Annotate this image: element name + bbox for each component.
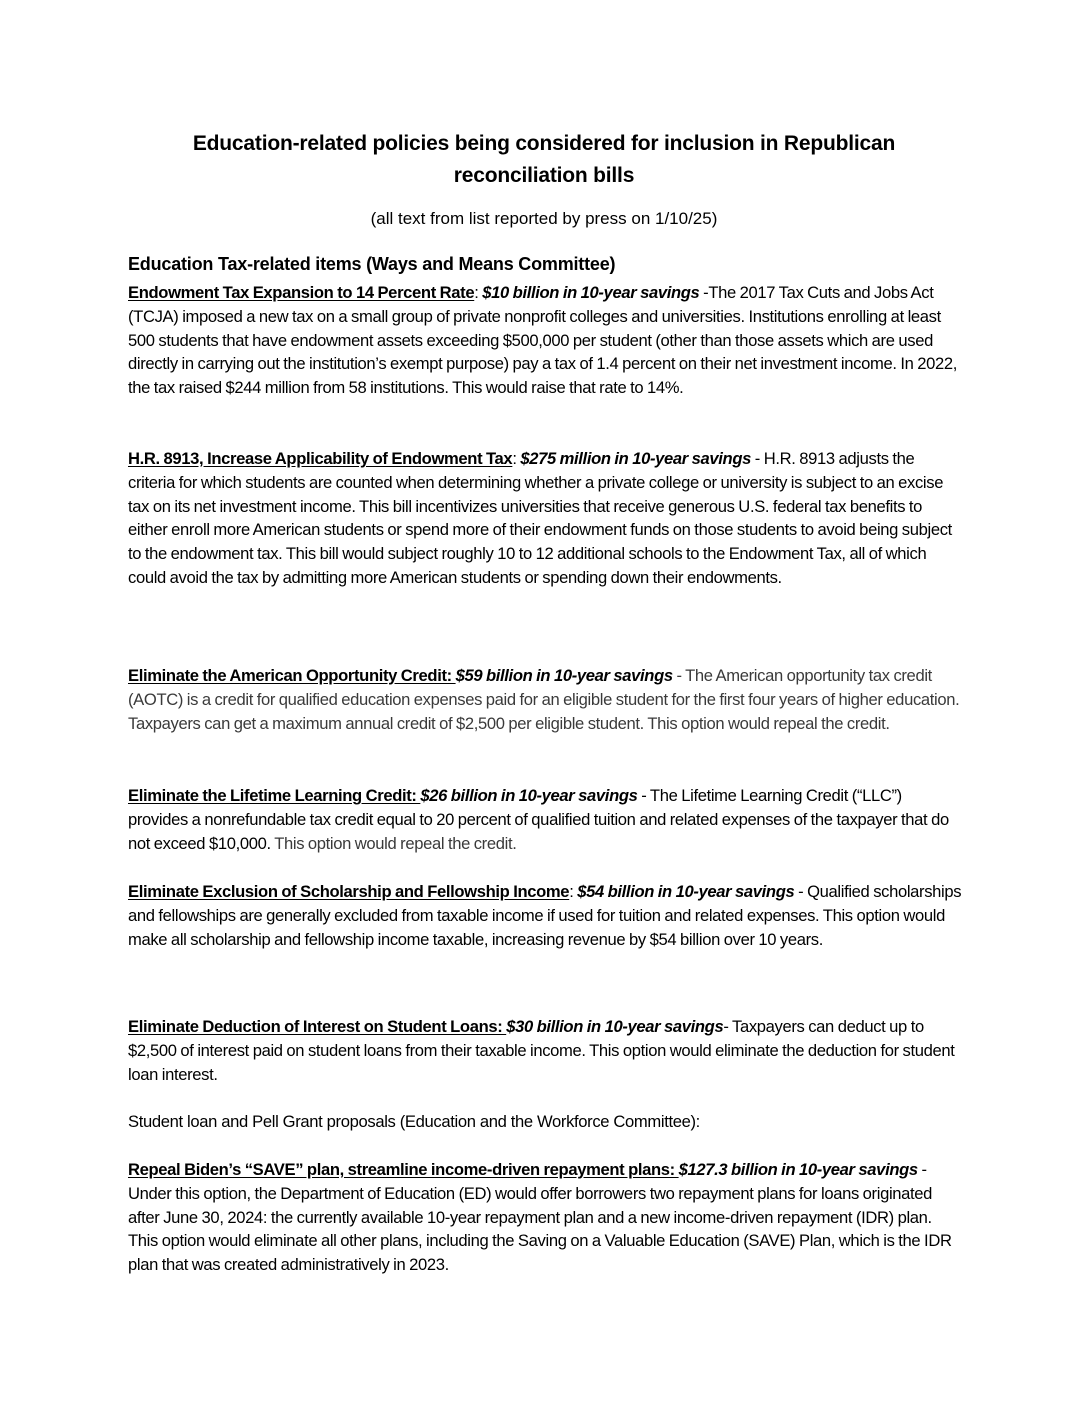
policy-item-american-opportunity-credit [128, 664, 963, 735]
policy-description: - Taxpayers can deduct up to $2,500 of interest paid on student loans from their taxable income. This option would eliminate the deduction for student loan interest. [128, 1017, 955, 1084]
policy-description: - Qualified scholarships and fellowships are generally excluded from taxable income if used for tuition and related expenses. This option would make all scholarship and fellowship income taxable, increasing revenue by $54 billion over 10 years. [128, 882, 962, 949]
policy-item-repeal-save-plan [128, 1158, 963, 1277]
policy-savings: $54 billion in 10-year savings [577, 882, 795, 901]
policy-title: Eliminate the American Opportunity Credit: [128, 666, 456, 685]
section-heading-tax: Education Tax-related items (Ways and Means Committee) [128, 254, 616, 274]
policy-title: Eliminate Deduction of Interest on Student Loans: [128, 1017, 507, 1036]
policy-description: - The Lifetime Learning Credit (“LLC”) provides a nonrefundable tax credit equal to 20 percent of qualified tuition and related expenses of the taxpayer that do not exceed $10,000. [128, 786, 949, 853]
section-heading-student-loan: Student loan and Pell Grant proposals (Education and the Workforce Committee): [128, 1112, 700, 1131]
policy-item-student-loan-interest [128, 1015, 963, 1086]
policy-item-lifetime-learning-credit [128, 784, 963, 855]
policy-description: - H.R. 8913 adjusts the criteria for which students are counted when determining whether a private college or university is subject to an excise tax on its net investment income. This bill incentivizes universities that receive generous U.S. federal tax benefits to either enroll more American students or spend more of their endowment funds on those students to avoid being subject to the endowment tax. This bill would subject roughly 10 to 12 additional schools to the Endowment Tax, all of which could avoid the tax by admitting more American students or spending down their endowments. [128, 449, 952, 587]
policy-savings: $59 billion in 10-year savings [455, 666, 673, 685]
document-title: Education-related policies being considered for inclusion in Republican reconciliation bills [192, 132, 896, 187]
policy-item-scholarship-exclusion [128, 880, 963, 951]
policy-title: Endowment Tax Expansion to 14 Percent Rate [128, 283, 475, 302]
policy-title: Eliminate the Lifetime Learning Credit: [128, 786, 421, 805]
policy-savings: $127.3 billion in 10-year savings [678, 1160, 918, 1179]
policy-description-tail: This option would repeal the credit. [270, 833, 517, 853]
policy-savings: $10 billion in 10-year savings [482, 283, 700, 302]
separator: : [512, 449, 521, 468]
document-subtitle: (all text from list reported by press on 1/10/25) [370, 209, 718, 228]
separator: : [474, 283, 483, 302]
policy-title: Eliminate Exclusion of Scholarship and Fellowship Income [128, 882, 570, 901]
policy-item-hr-8913 [128, 447, 963, 590]
policy-description: - Under this option, the Department of Education (ED) would offer borrowers two repayment plans for loans originated after June 30, 2024: the currently available 10-year repayment plan and a new income-driven repayment (IDR) plan. This option would eliminate all other plans, including the Saving on a Valuable Education (SAVE) Plan, which is the IDR plan that was created administratively in 2023. [128, 1160, 952, 1275]
policy-description: - The American opportunity tax credit (AOTC) is a credit for qualified education expenses paid for an eligible student for the first four years of higher education. Taxpayers can get a maximum annual credit of $2,500 per eligible student. This option would repeal the credit. [128, 666, 960, 733]
policy-savings: $26 billion in 10-year savings [420, 786, 638, 805]
policy-item-endowment-tax-expansion [128, 281, 963, 400]
separator: : [569, 882, 578, 901]
policy-title: H.R. 8913, Increase Applicability of Endowment Tax [128, 449, 513, 468]
policy-description: -The 2017 Tax Cuts and Jobs Act (TCJA) imposed a new tax on a small group of private nonprofit colleges and universities. Institutions enrolling at least 500 students that have endowment assets exceeding $500,000 per student (other than those assets which are used directly in carrying out the institution’s exempt purpose) pay a tax of 1.4 percent on their net investment income. In 2022, the tax raised $244 million from 58 institutions. This would raise that rate to 14%. [128, 283, 958, 398]
policy-title: Repeal Biden’s “SAVE” plan, streamline income-driven repayment plans: [128, 1160, 679, 1179]
policy-savings: $30 billion in 10-year savings [506, 1017, 724, 1036]
policy-savings: $275 million in 10-year savings [520, 449, 752, 468]
